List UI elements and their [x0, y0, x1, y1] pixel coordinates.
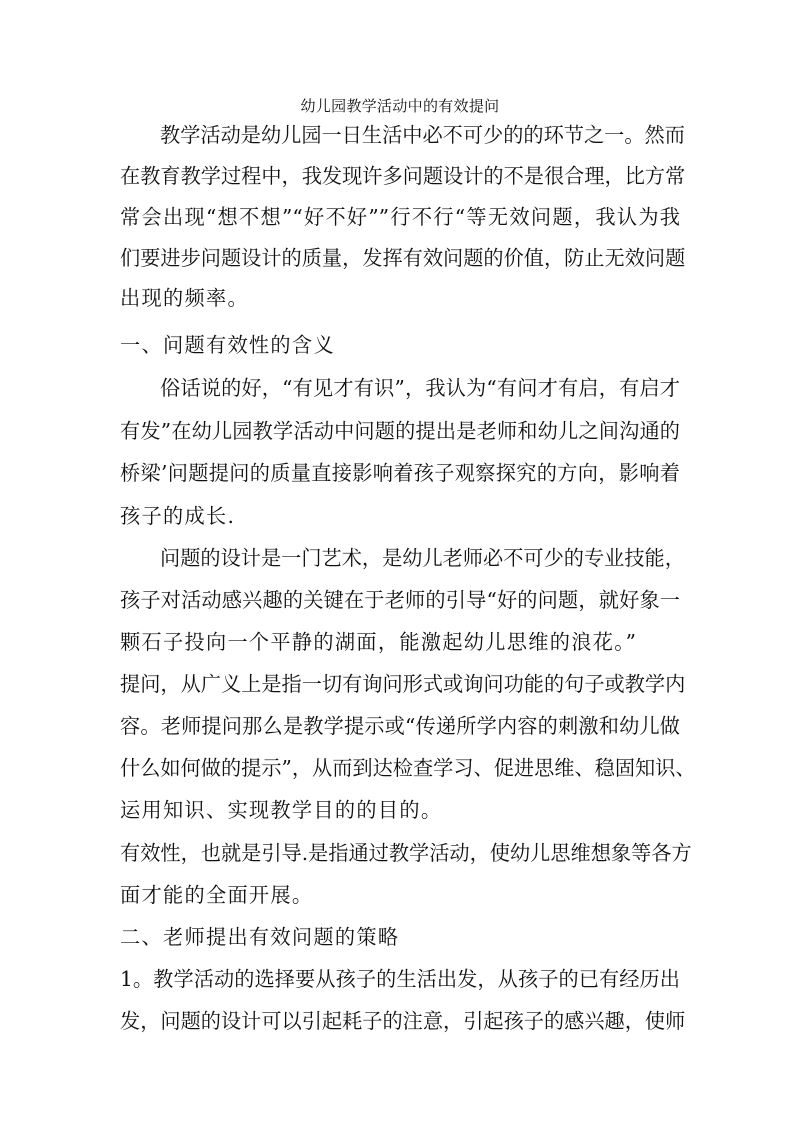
paragraph-line: 面才能的全面开展。 — [120, 883, 314, 907]
section-heading: 一、问题有效性的含义 — [120, 333, 335, 357]
list-item-line: 1。教学活动的选择要从孩子的生活出发，从孩子的已有经历出 — [120, 967, 680, 991]
list-item-line: 发，问题的设计可以引起耗子的注意，引起孩子的感兴趣，使师 — [120, 1009, 686, 1033]
paragraph-line: 教学活动是幼儿园一日生活中必不可少的的环节之一。然而 — [160, 123, 685, 147]
paragraph-line: 俗话说的好，“有见才有识”，我认为“有问才有启，有启才 — [160, 376, 680, 400]
paragraph-line: 孩子的成长. — [120, 504, 236, 528]
paragraph-line: 在教育教学过程中，我发现许多问题设计的不是很合理，比方常 — [120, 164, 686, 188]
paragraph-line: 容。老师提问那么是教学提示或“传递所学内容的刺激和幼儿做 — [120, 714, 680, 738]
paragraph-line: 什么如何做的提示”，从而到达检查学习、促进思维、稳固知识、 — [120, 756, 696, 780]
paragraph-line: 提问，从广义上是指一切有询问形式或询问功能的句子或教学内 — [120, 672, 686, 696]
paragraph-line: 桥梁’问题提问的质量直接影响着孩子观察探究的方向，影响着 — [120, 461, 680, 485]
paragraph-line: 孩子对活动感兴趣的关键在于老师的引导“好的问题，就好象一 — [120, 588, 680, 612]
document-title: 幼儿园教学活动中的有效提问 — [300, 97, 500, 115]
paragraph-line: 出现的频率。 — [120, 286, 249, 310]
paragraph-line: 们要进步问题设计的质量，发挥有效问题的价值，防止无效问题 — [120, 246, 686, 270]
paragraph-line: 有效性，也就是引导.是指通过教学活动，使幼儿思维想象等各方 — [120, 841, 692, 865]
paragraph-line: 颗石子投向一个平静的湖面，能激起幼儿思维的浪花。” — [120, 630, 638, 654]
paragraph-line: 运用知识、实现教学目的的目的。 — [120, 798, 443, 822]
paragraph-line: 常会出现“想不想”“好不好””行不行“等无效问题，我认为我 — [120, 205, 680, 229]
paragraph-line: 问题的设计是一门艺术，是幼儿老师必不可少的专业技能， — [160, 546, 685, 570]
section-heading: 二、老师提出有效问题的策略 — [120, 925, 400, 949]
paragraph-line: 有发”在幼儿园教学活动中问题的提出是老师和幼儿之间沟通的 — [120, 419, 680, 443]
